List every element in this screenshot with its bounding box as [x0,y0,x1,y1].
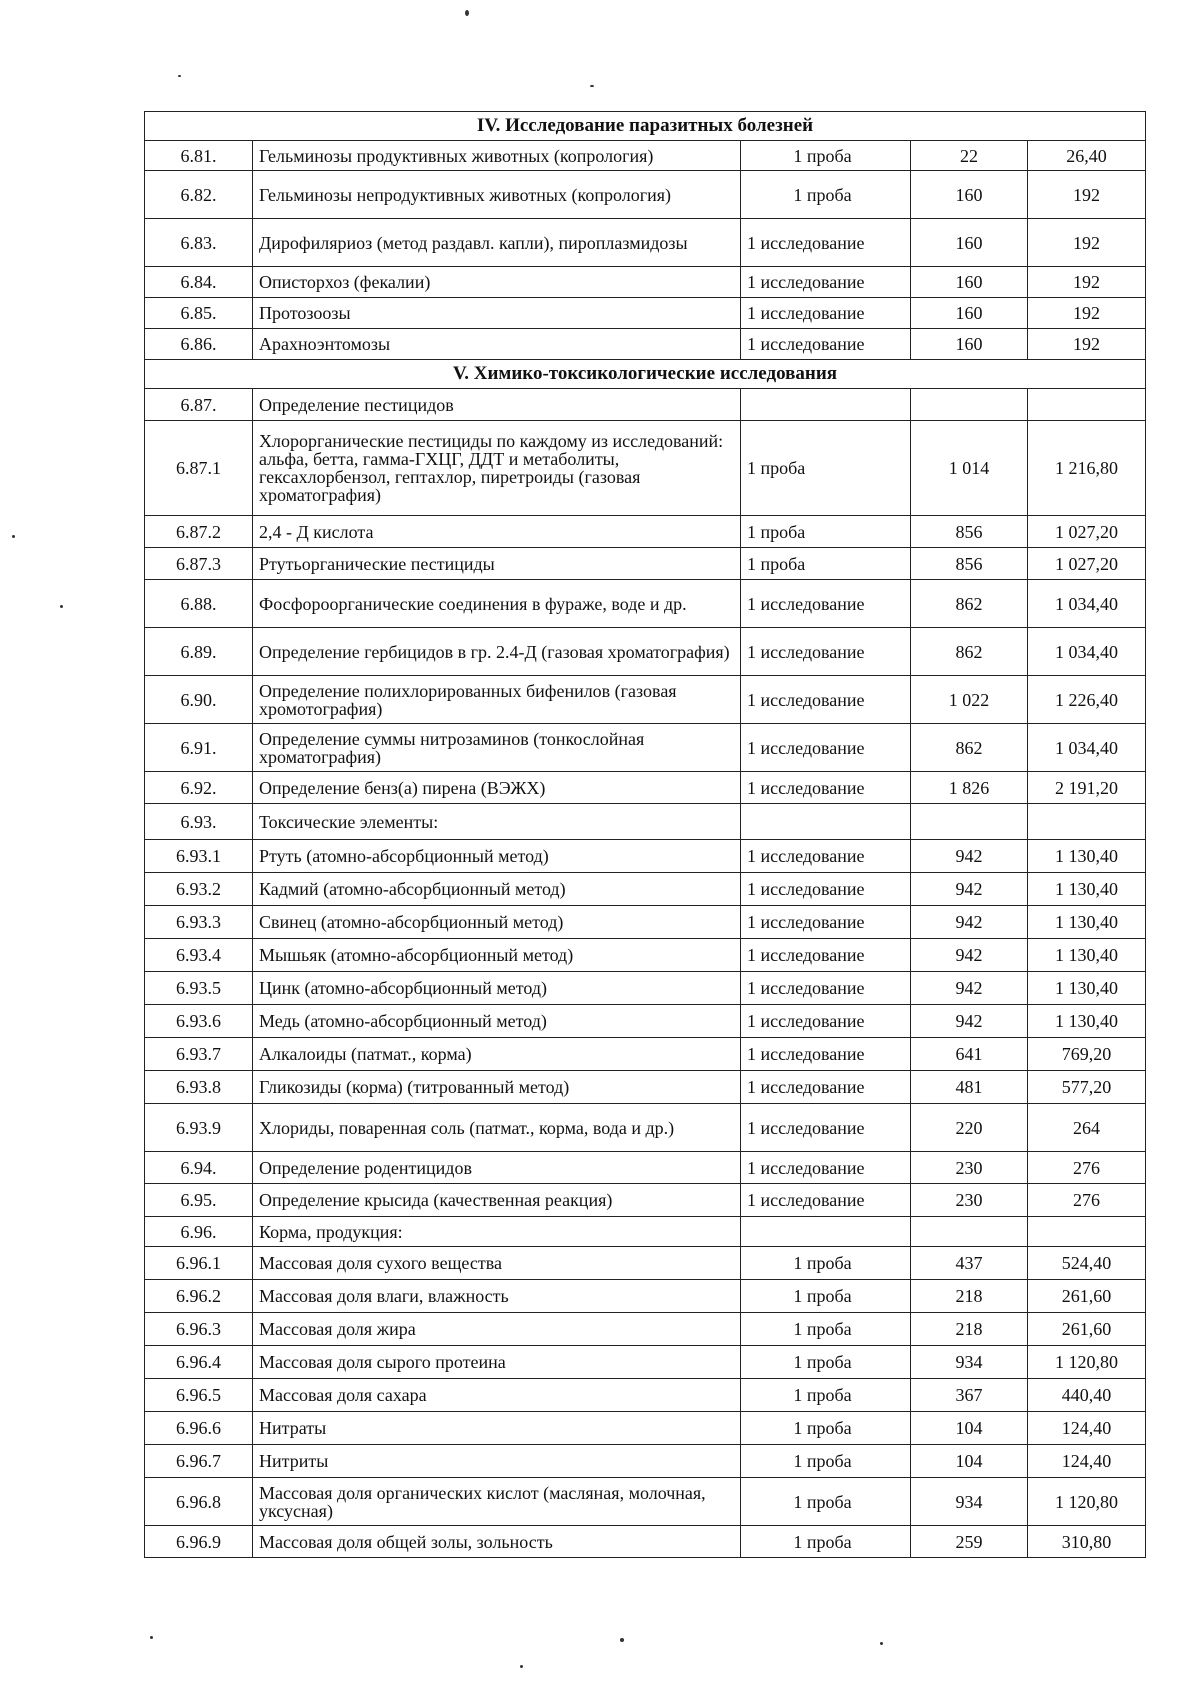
item-unit: 1 проба [741,1313,911,1346]
item-unit: 1 исследование [741,873,911,906]
item-price-with-vat: 1 130,40 [1028,1005,1146,1038]
table-row [145,1005,1146,1038]
item-price: 862 [911,724,1028,772]
item-number: 6.96.6 [145,1412,253,1445]
item-number: 6.93.4 [145,939,253,972]
item-price: 367 [911,1379,1028,1412]
table-row [145,329,1146,360]
item-price-with-vat: 124,40 [1028,1412,1146,1445]
item-price: 160 [911,171,1028,219]
scan-speck [12,535,15,538]
item-unit: 1 исследование [741,676,911,724]
item-number: 6.93.5 [145,972,253,1005]
item-number: 6.93.3 [145,906,253,939]
table-row [145,1071,1146,1104]
item-price: 942 [911,840,1028,873]
table-row [145,1313,1146,1346]
item-price [911,804,1028,840]
item-number: 6.83. [145,219,253,267]
item-price-with-vat: 1 027,20 [1028,516,1146,548]
item-price-with-vat [1028,804,1146,840]
item-unit: 1 проба [741,421,911,516]
item-unit: 1 исследование [741,840,911,873]
item-number: 6.96. [145,1217,253,1247]
item-number: 6.93.9 [145,1104,253,1152]
item-name: Определение бенз(а) пирена (ВЭЖХ) [253,772,741,804]
item-name: Гельминозы продуктивных животных (копрология) [253,141,741,171]
item-unit: 1 проба [741,1280,911,1313]
item-unit: 1 проба [741,1379,911,1412]
table-row [145,421,1146,516]
item-name: Массовая доля общей золы, зольность [253,1526,741,1558]
item-name: Массовая доля сырого протеина [253,1346,741,1379]
scan-speck [178,75,181,77]
table-row [145,840,1146,873]
item-unit: 1 проба [741,1412,911,1445]
item-name: Арахноэнтомозы [253,329,741,360]
item-price: 1 022 [911,676,1028,724]
item-unit: 1 проба [741,516,911,548]
item-unit: 1 исследование [741,219,911,267]
item-price: 437 [911,1247,1028,1280]
table-row [145,1445,1146,1478]
item-number: 6.87.3 [145,548,253,580]
item-unit [741,1217,911,1247]
item-number: 6.87.1 [145,421,253,516]
item-number: 6.95. [145,1184,253,1217]
item-unit [741,804,911,840]
item-price-with-vat: 261,60 [1028,1280,1146,1313]
item-price-with-vat: 124,40 [1028,1445,1146,1478]
item-number: 6.96.5 [145,1379,253,1412]
table-row [145,939,1146,972]
table-row [145,171,1146,219]
table-row [145,1152,1146,1184]
table-row [145,548,1146,580]
item-unit: 1 исследование [741,1005,911,1038]
item-price: 942 [911,1005,1028,1038]
item-price: 856 [911,516,1028,548]
item-name: Массовая доля органических кислот (масляная, молочная, уксусная) [253,1478,741,1526]
item-price: 160 [911,267,1028,298]
item-price: 230 [911,1184,1028,1217]
item-price-with-vat [1028,1217,1146,1247]
item-price-with-vat: 1 130,40 [1028,939,1146,972]
item-price: 22 [911,141,1028,171]
item-name: Описторхоз (фекалии) [253,267,741,298]
table-row [145,906,1146,939]
item-name: Определение пестицидов [253,389,741,421]
item-unit: 1 исследование [741,267,911,298]
item-name: Нитриты [253,1445,741,1478]
item-name: Дирофиляриоз (метод раздавл. капли), пироплазмидозы [253,219,741,267]
item-price-with-vat: 1 034,40 [1028,724,1146,772]
section-heading-row [145,112,1146,141]
item-price-with-vat: 26,40 [1028,141,1146,171]
item-price: 259 [911,1526,1028,1558]
table-row [145,873,1146,906]
item-price: 218 [911,1280,1028,1313]
item-unit: 1 исследование [741,939,911,972]
table-row [145,1038,1146,1071]
item-price-with-vat: 192 [1028,171,1146,219]
scan-speck [880,1642,883,1645]
item-number: 6.96.1 [145,1247,253,1280]
item-name: Ртуть (атомно-абсорбционный метод) [253,840,741,873]
item-price-with-vat: 192 [1028,267,1146,298]
item-unit: 1 исследование [741,628,911,676]
item-name: Мышьяк (атомно-абсорбционный метод) [253,939,741,972]
item-name: Протозоозы [253,298,741,329]
item-number: 6.82. [145,171,253,219]
item-number: 6.93.7 [145,1038,253,1071]
item-name: Гельминозы непродуктивных животных (копрология) [253,171,741,219]
item-number: 6.93.8 [145,1071,253,1104]
table-row [145,1184,1146,1217]
item-price-with-vat: 276 [1028,1184,1146,1217]
item-unit: 1 исследование [741,298,911,329]
item-name: Корма, продукция: [253,1217,741,1247]
item-number: 6.81. [145,141,253,171]
item-number: 6.96.9 [145,1526,253,1558]
price-list-table [144,111,1146,1558]
scan-speck [465,10,469,16]
item-price-with-vat: 1 027,20 [1028,548,1146,580]
item-number: 6.96.2 [145,1280,253,1313]
item-name: Определение крысида (качественная реакция) [253,1184,741,1217]
item-name: Определение гербицидов в гр. 2.4-Д (газовая хроматография) [253,628,741,676]
item-number: 6.93.6 [145,1005,253,1038]
item-name: Определение суммы нитрозаминов (тонкослойная хроматография) [253,724,741,772]
item-unit: 1 исследование [741,772,911,804]
item-name: Определение полихлорированных бифенилов (газовая хромотография) [253,676,741,724]
table-row [145,628,1146,676]
item-unit: 1 проба [741,1247,911,1280]
item-price-with-vat [1028,389,1146,421]
item-number: 6.96.4 [145,1346,253,1379]
item-name: Свинец (атомно-абсорбционный метод) [253,906,741,939]
table-row [145,1478,1146,1526]
item-unit: 1 исследование [741,972,911,1005]
item-price: 1 014 [911,421,1028,516]
section-title: IV. Исследование паразитных болезней [145,112,1146,141]
item-unit: 1 исследование [741,1152,911,1184]
item-price-with-vat: 261,60 [1028,1313,1146,1346]
item-unit: 1 исследование [741,724,911,772]
item-name: Медь (атомно-абсорбционный метод) [253,1005,741,1038]
table-row [145,1280,1146,1313]
item-price-with-vat: 192 [1028,219,1146,267]
item-price-with-vat: 276 [1028,1152,1146,1184]
item-price: 160 [911,219,1028,267]
item-unit: 1 исследование [741,329,911,360]
item-unit: 1 исследование [741,1104,911,1152]
table-row [145,972,1146,1005]
item-price-with-vat: 1 130,40 [1028,906,1146,939]
item-unit: 1 исследование [741,1184,911,1217]
item-unit: 1 проба [741,1445,911,1478]
item-price-with-vat: 310,80 [1028,1526,1146,1558]
item-name: Определение родентицидов [253,1152,741,1184]
item-number: 6.86. [145,329,253,360]
scan-speck [150,1636,153,1639]
item-name: Фосфороорганические соединения в фураже, воде и др. [253,580,741,628]
item-unit: 1 исследование [741,1071,911,1104]
item-unit: 1 проба [741,1478,911,1526]
table-row [145,1379,1146,1412]
item-number: 6.87.2 [145,516,253,548]
table-row [145,1526,1146,1558]
item-price: 104 [911,1412,1028,1445]
item-price-with-vat: 1 120,80 [1028,1478,1146,1526]
item-price-with-vat: 524,40 [1028,1247,1146,1280]
item-price-with-vat: 1 216,80 [1028,421,1146,516]
item-name: Токсические элементы: [253,804,741,840]
item-name: Цинк (атомно-абсорбционный метод) [253,972,741,1005]
item-price-with-vat: 192 [1028,329,1146,360]
item-number: 6.96.3 [145,1313,253,1346]
item-price-with-vat: 1 130,40 [1028,840,1146,873]
item-unit: 1 проба [741,141,911,171]
section-heading-row [145,360,1146,389]
item-price-with-vat: 577,20 [1028,1071,1146,1104]
item-price-with-vat: 192 [1028,298,1146,329]
item-price [911,1217,1028,1247]
item-price: 934 [911,1478,1028,1526]
table-row [145,724,1146,772]
item-price: 856 [911,548,1028,580]
item-name: Массовая доля влаги, влажность [253,1280,741,1313]
item-number: 6.90. [145,676,253,724]
item-name: Алкалоиды (патмат., корма) [253,1038,741,1071]
section-title: V. Химико-токсикологические исследования [145,360,1146,389]
item-unit: 1 проба [741,548,911,580]
item-price: 230 [911,1152,1028,1184]
table-row [145,676,1146,724]
item-unit: 1 проба [741,1346,911,1379]
item-price: 942 [911,906,1028,939]
item-price-with-vat: 1 034,40 [1028,580,1146,628]
item-name: 2,4 - Д кислота [253,516,741,548]
item-price [911,389,1028,421]
table-row [145,1412,1146,1445]
item-unit: 1 исследование [741,1038,911,1071]
table-row [145,298,1146,329]
item-price-with-vat: 1 226,40 [1028,676,1146,724]
item-price: 942 [911,873,1028,906]
item-price: 160 [911,298,1028,329]
item-name: Нитраты [253,1412,741,1445]
item-name: Массовая доля сухого вещества [253,1247,741,1280]
item-price: 862 [911,580,1028,628]
item-number: 6.93.2 [145,873,253,906]
item-price: 862 [911,628,1028,676]
item-name: Гликозиды (корма) (титрованный метод) [253,1071,741,1104]
table-row [145,1104,1146,1152]
item-number: 6.85. [145,298,253,329]
table-row [145,1247,1146,1280]
table-row [145,141,1146,171]
item-price-with-vat: 769,20 [1028,1038,1146,1071]
item-price: 218 [911,1313,1028,1346]
table-row [145,1217,1146,1247]
scan-speck [60,605,63,608]
item-name: Ртутьорганические пестициды [253,548,741,580]
item-unit: 1 проба [741,171,911,219]
scan-speck [520,1665,523,1668]
item-name: Хлорорганические пестициды по каждому из исследований: альфа, бетта, гамма-ГХЦГ, ДДТ и метаболиты, гексахлорбензол, гептахлор, пиретроиды (газовая хроматография) [253,421,741,516]
item-price: 641 [911,1038,1028,1071]
item-price-with-vat: 1 130,40 [1028,972,1146,1005]
item-number: 6.93. [145,804,253,840]
item-unit: 1 исследование [741,906,911,939]
item-price: 481 [911,1071,1028,1104]
item-number: 6.84. [145,267,253,298]
item-price-with-vat: 440,40 [1028,1379,1146,1412]
item-name: Кадмий (атомно-абсорбционный метод) [253,873,741,906]
scan-speck [620,1638,624,1642]
item-number: 6.96.7 [145,1445,253,1478]
item-number: 6.96.8 [145,1478,253,1526]
table-row [145,516,1146,548]
item-price-with-vat: 1 120,80 [1028,1346,1146,1379]
table-row [145,580,1146,628]
price-list-body [145,112,1146,1558]
table-row [145,1346,1146,1379]
item-number: 6.91. [145,724,253,772]
item-price: 934 [911,1346,1028,1379]
item-number: 6.94. [145,1152,253,1184]
item-price-with-vat: 1 130,40 [1028,873,1146,906]
item-name: Хлориды, поваренная соль (патмат., корма, вода и др.) [253,1104,741,1152]
item-price: 942 [911,939,1028,972]
item-price: 104 [911,1445,1028,1478]
table-row [145,219,1146,267]
item-price: 942 [911,972,1028,1005]
table-row [145,389,1146,421]
item-name: Массовая доля жира [253,1313,741,1346]
item-price: 1 826 [911,772,1028,804]
item-price-with-vat: 1 034,40 [1028,628,1146,676]
item-number: 6.93.1 [145,840,253,873]
item-name: Массовая доля сахара [253,1379,741,1412]
scan-speck [590,85,594,87]
item-number: 6.87. [145,389,253,421]
item-number: 6.89. [145,628,253,676]
item-unit: 1 исследование [741,580,911,628]
item-number: 6.92. [145,772,253,804]
item-unit [741,389,911,421]
item-price: 220 [911,1104,1028,1152]
table-row [145,804,1146,840]
item-price: 160 [911,329,1028,360]
table-row [145,772,1146,804]
item-price-with-vat: 264 [1028,1104,1146,1152]
table-row [145,267,1146,298]
item-number: 6.88. [145,580,253,628]
item-price-with-vat: 2 191,20 [1028,772,1146,804]
item-unit: 1 проба [741,1526,911,1558]
